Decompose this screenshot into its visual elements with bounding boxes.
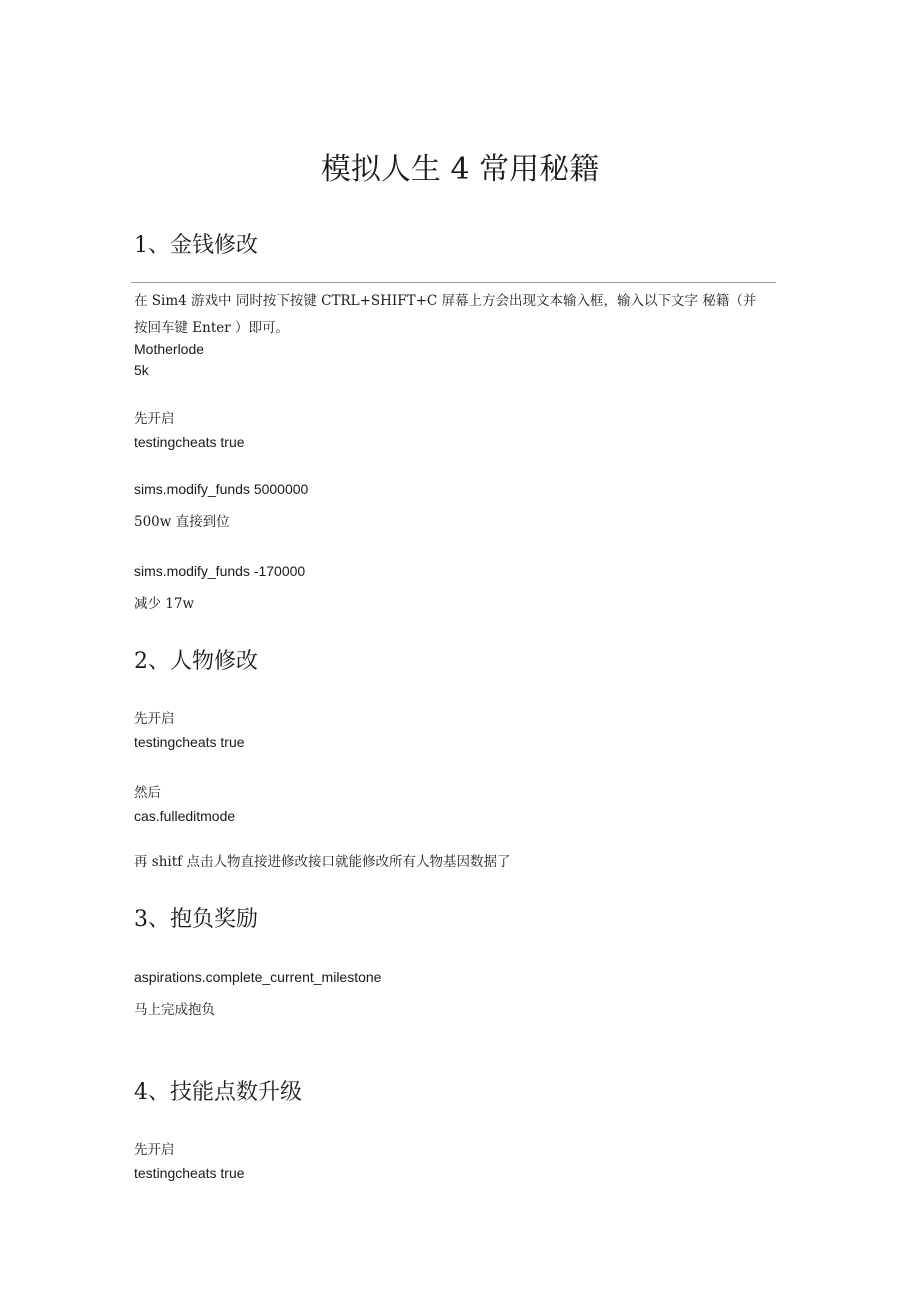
prereq-label: 先开启 [134,411,175,427]
then-label: 然后 [134,785,161,801]
cheat-code-testingcheats: testingcheats true [134,434,245,450]
section-heading-aspiration: 3、抱负奖励 [134,907,258,932]
cheat-code-modify-funds: sims.modify_funds 5000000 [134,481,309,497]
cheat-code-motherlode: Motherlode [134,341,205,357]
cheat-desc-aspirations: 马上完成抱负 [134,1002,215,1018]
intro-line-2: 按回车键 Enter ）即可。 [134,320,289,336]
cheat-code-modify-funds-negative: sims.modify_funds -170000 [134,563,306,579]
cheat-code-fulleditmode: cas.fulleditmode [134,808,236,824]
page-title: 模拟人生 4 常用秘籍 [320,152,600,187]
prereq-label: 先开启 [134,1142,175,1158]
cheat-code-testingcheats: testingcheats true [134,734,245,750]
cheat-code-aspirations: aspirations.complete_current_milestone [134,969,382,985]
intro-line-1: 在 Sim4 游戏中 同时按下按键 CTRL+SHIFT+C 屏幕上方会出现文本输入框，输入以下文字 秘籍（并 [134,293,757,309]
section-heading-money: 1、金钱修改 [134,233,258,258]
cheat-code-5k: 5k [134,362,149,378]
cheat-desc-modify-funds-negative: 减少 17w [134,596,195,612]
intro-paragraph [134,288,779,342]
prereq-label: 先开启 [134,711,175,727]
section-heading-skills: 4、技能点数升级 [134,1080,302,1105]
section-divider [131,282,776,283]
cheat-desc-modify-funds: 500w 直接到位 [134,514,230,530]
cheat-code-testingcheats: testingcheats true [134,1165,245,1181]
section-heading-character: 2、人物修改 [134,649,258,674]
cheat-desc-fulleditmode: 再 shitf 点击人物直接进修改接口就能修改所有人物基因数据了 [134,854,511,870]
